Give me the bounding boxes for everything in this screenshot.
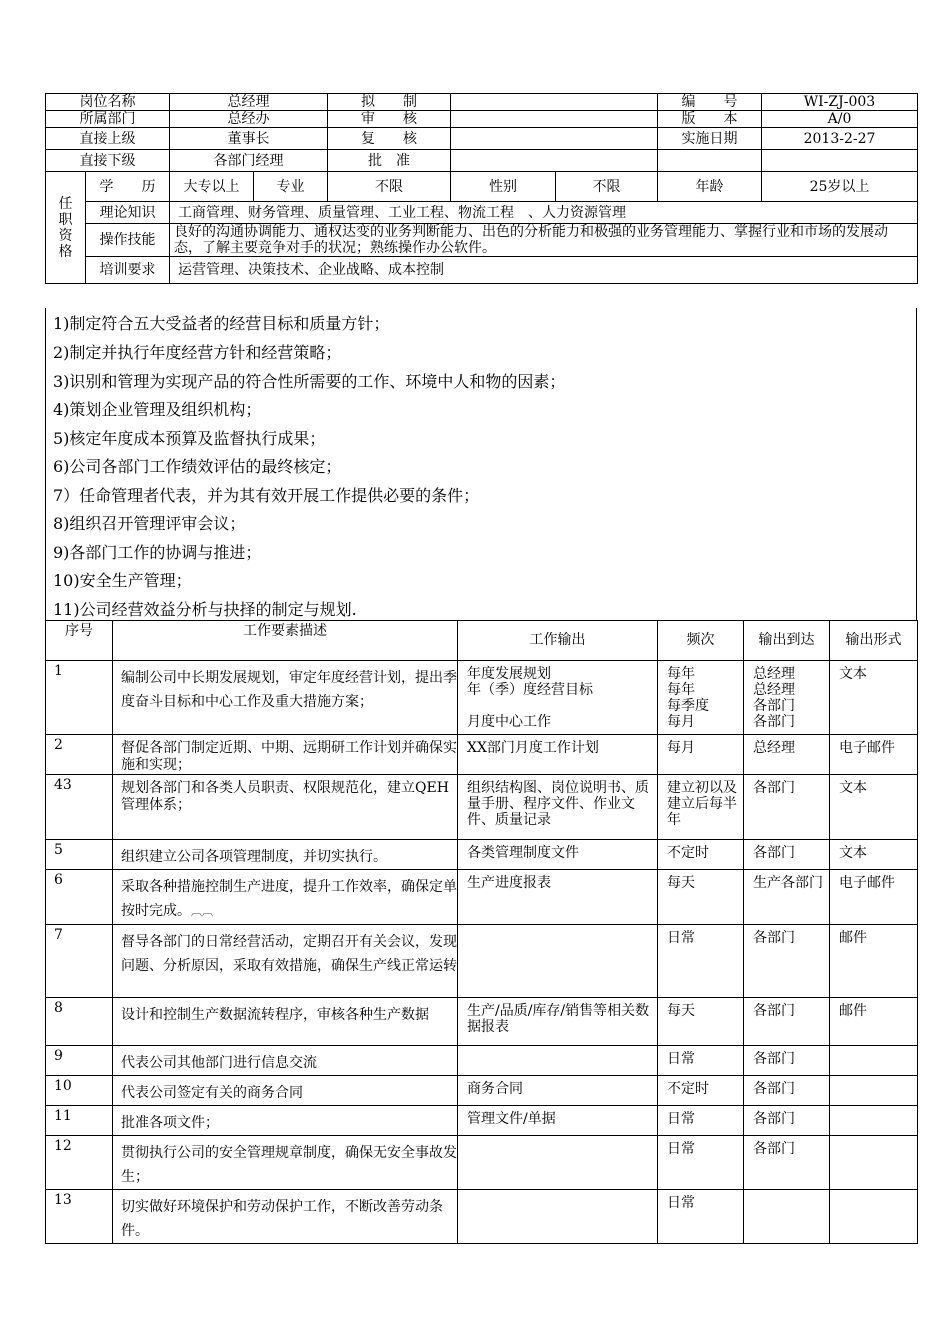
task-number: 5 bbox=[46, 840, 113, 870]
task-output: 管理文件/单据 bbox=[458, 1106, 658, 1136]
checked-label: 复 核 bbox=[328, 128, 451, 150]
responsibility-item: 1)制定符合五大受益者的经营目标和质量方针； bbox=[53, 314, 390, 333]
header-to: 输出到达 bbox=[744, 621, 830, 661]
code-value: WI-ZJ-003 bbox=[762, 94, 918, 111]
task-freq: 日常 bbox=[658, 1106, 744, 1136]
responsibility-item: 10)安全生产管理； bbox=[53, 571, 192, 590]
task-output: 生产/品质/库存/销售等相关数据报表 bbox=[458, 998, 658, 1046]
task-form: 文本 bbox=[830, 775, 918, 840]
major-value: 不限 bbox=[328, 172, 451, 202]
approved-value bbox=[451, 150, 658, 172]
task-description-text: 采取各种措施控制生产进度，提升工作效率，确保定单按时完成。 bbox=[121, 879, 457, 919]
task-output: 年度发展规划 年（季）度经营目标 月度中心工作 bbox=[458, 661, 658, 735]
tasks-table bbox=[45, 620, 918, 1244]
task-to: 各部门 bbox=[744, 840, 830, 870]
task-freq: 每天 bbox=[658, 998, 744, 1046]
superior-value: 董事长 bbox=[170, 128, 328, 150]
task-form: 文本 bbox=[830, 661, 918, 735]
task-freq: 日常 bbox=[658, 1136, 744, 1190]
task-output: 商务合同 bbox=[458, 1076, 658, 1106]
task-output bbox=[458, 1136, 658, 1190]
major-label: 专业 bbox=[254, 172, 328, 202]
responsibility-item: 9)各部门工作的协调与推进； bbox=[53, 543, 262, 562]
task-form bbox=[830, 1106, 918, 1136]
task-number: 6 bbox=[46, 870, 113, 925]
header-output: 工作输出 bbox=[458, 621, 658, 661]
task-description: 督促各部门制定近期、中期、远期研工作计划并确保实施和实现； bbox=[113, 735, 458, 775]
education-label: 学 历 bbox=[86, 172, 170, 202]
subordinate-label: 直接下级 bbox=[46, 150, 170, 172]
annotation-mark: ︹︹ bbox=[191, 905, 213, 918]
responsibility-item: 6)公司各部门工作绩效评估的最终核定； bbox=[53, 457, 342, 476]
task-number: 7 bbox=[46, 925, 113, 998]
table-row bbox=[46, 840, 918, 870]
version-value: A/0 bbox=[762, 111, 918, 128]
task-form: 邮件 bbox=[830, 998, 918, 1046]
task-description: 代表公司其他部门进行信息交流 bbox=[113, 1046, 458, 1076]
empty-cell bbox=[658, 150, 762, 172]
task-form bbox=[830, 1136, 918, 1190]
task-number: 8 bbox=[46, 998, 113, 1046]
task-output bbox=[458, 1046, 658, 1076]
responsibility-item: 11)公司经营效益分析与抉择的制定与规划. bbox=[53, 600, 357, 619]
education-value: 大专以上 bbox=[170, 172, 254, 202]
task-to: 各部门 bbox=[744, 925, 830, 998]
theory-label: 理论知识 bbox=[86, 202, 170, 224]
drafted-value bbox=[451, 94, 658, 111]
table-row bbox=[46, 1076, 918, 1106]
version-label: 版 本 bbox=[658, 111, 762, 128]
task-description: 设计和控制生产数据流转程序，审核各种生产数据 bbox=[113, 998, 458, 1046]
task-number: 13 bbox=[46, 1190, 113, 1244]
header-freq: 频次 bbox=[658, 621, 744, 661]
task-form bbox=[830, 1190, 918, 1244]
responsibility-item: 2)制定并执行年度经营方针和经营策略； bbox=[53, 343, 342, 362]
responsibility-item: 5)核定年度成本预算及监督执行成果； bbox=[53, 429, 326, 448]
table-row bbox=[46, 1190, 918, 1244]
task-freq: 每天 bbox=[658, 870, 744, 925]
responsibility-item: 7）任命管理者代表，并为其有效开展工作提供必要的条件； bbox=[53, 486, 480, 505]
task-freq: 每年 每年 每季度 每月 bbox=[658, 661, 744, 735]
task-description: 组织建立公司各项管理制度，并切实执行。 bbox=[113, 840, 458, 870]
header-desc: 工作要素描述 bbox=[113, 621, 458, 661]
empty-cell bbox=[762, 150, 918, 172]
task-to: 总经理 总经理 各部门 各部门 bbox=[744, 661, 830, 735]
task-number: 10 bbox=[46, 1076, 113, 1106]
header-no: 序号 bbox=[46, 621, 113, 661]
task-output: 各类管理制度文件 bbox=[458, 840, 658, 870]
tasks-body bbox=[46, 661, 918, 1244]
task-form: 邮件 bbox=[830, 925, 918, 998]
drafted-label: 拟 制 bbox=[328, 94, 451, 111]
dept-label: 所属部门 bbox=[46, 111, 170, 128]
task-description bbox=[113, 870, 458, 925]
qualification-title: 任职资格 bbox=[58, 195, 73, 260]
task-freq: 每月 bbox=[658, 735, 744, 775]
task-to: 各部门 bbox=[744, 775, 830, 840]
task-number: 1 bbox=[46, 661, 113, 735]
checked-value bbox=[451, 128, 658, 150]
task-form bbox=[830, 1046, 918, 1076]
task-number: 2 bbox=[46, 735, 113, 775]
reviewed-label: 审 核 bbox=[328, 111, 451, 128]
table-row bbox=[46, 735, 918, 775]
task-description: 批准各项文件； bbox=[113, 1106, 458, 1136]
dept-value: 总经办 bbox=[170, 111, 328, 128]
task-description: 代表公司签定有关的商务合同 bbox=[113, 1076, 458, 1106]
task-number: 9 bbox=[46, 1046, 113, 1076]
age-value: 25岁以上 bbox=[762, 172, 918, 202]
task-to: 总经理 bbox=[744, 735, 830, 775]
table-row bbox=[46, 661, 918, 735]
gender-value: 不限 bbox=[556, 172, 658, 202]
task-freq: 日常 bbox=[658, 1046, 744, 1076]
responsibility-item: 8)组织召开管理评审会议； bbox=[53, 514, 246, 533]
post-name-value: 总经理 bbox=[170, 94, 328, 111]
task-to: 各部门 bbox=[744, 1106, 830, 1136]
table-row bbox=[46, 925, 918, 998]
approved-label: 批 准 bbox=[328, 150, 451, 172]
impl-date-value: 2013-2-27 bbox=[762, 128, 918, 150]
table-row bbox=[46, 870, 918, 925]
task-number: 11 bbox=[46, 1106, 113, 1136]
task-output: 生产进度报表 bbox=[458, 870, 658, 925]
task-description: 督导各部门的日常经营活动，定期召开有关会议，发现问题、分析原因，采取有效措施，确保生产线正常运转 bbox=[113, 925, 458, 998]
responsibility-item: 4)策划企业管理及组织机构； bbox=[53, 400, 262, 419]
task-freq: 不定时 bbox=[658, 840, 744, 870]
task-freq: 日常 bbox=[658, 1190, 744, 1244]
task-form: 电子邮件 bbox=[830, 735, 918, 775]
task-number: 43 bbox=[46, 775, 113, 840]
table-row bbox=[46, 1136, 918, 1190]
subordinate-value: 各部门经理 bbox=[170, 150, 328, 172]
table-row bbox=[46, 775, 918, 840]
task-description: 编制公司中长期发展规划，审定年度经营计划，提出季度奋斗目标和中心工作及重大措施方案； bbox=[113, 661, 458, 735]
code-label: 编 号 bbox=[658, 94, 762, 111]
task-description: 切实做好环境保护和劳动保护工作，不断改善劳动条件。 bbox=[113, 1190, 458, 1244]
table-row bbox=[46, 998, 918, 1046]
task-to: 各部门 bbox=[744, 1076, 830, 1106]
training-label: 培训要求 bbox=[86, 257, 170, 284]
task-freq: 建立初以及建立后每半年 bbox=[658, 775, 744, 840]
reviewed-value bbox=[451, 111, 658, 128]
task-to: 各部门 bbox=[744, 998, 830, 1046]
theory-value: 工商管理、财务管理、质量管理、工业工程、物流工程 、人力资源管理 bbox=[170, 202, 918, 224]
superior-label: 直接上级 bbox=[46, 128, 170, 150]
task-to bbox=[744, 1190, 830, 1244]
task-form: 电子邮件 bbox=[830, 870, 918, 925]
task-output: 组织结构图、岗位说明书、质量手册、程序文件、作业文件、质量记录 bbox=[458, 775, 658, 840]
header-form: 输出形式 bbox=[830, 621, 918, 661]
post-info-table bbox=[45, 93, 918, 284]
task-output: XX部门月度工作计划 bbox=[458, 735, 658, 775]
table-row bbox=[46, 1046, 918, 1076]
task-description: 贯彻执行公司的安全管理规章制度，确保无安全事故发生； bbox=[113, 1136, 458, 1190]
gender-label: 性别 bbox=[451, 172, 556, 202]
impl-date-label: 实施日期 bbox=[658, 128, 762, 150]
age-label: 年龄 bbox=[658, 172, 762, 202]
task-form bbox=[830, 1076, 918, 1106]
skill-value: 良好的沟通协调能力、通权达变的业务判断能力、出色的分析能力和极强的业务管理能力、掌握行业和市场的发展动态，了解主要竞争对手的状况；熟练操作办公软件。 bbox=[170, 224, 918, 257]
task-output bbox=[458, 1190, 658, 1244]
responsibilities-section bbox=[45, 308, 917, 620]
task-number: 12 bbox=[46, 1136, 113, 1190]
responsibility-item: 3)识别和管理为实现产品的符合性所需要的工作、环境中人和物的因素； bbox=[53, 372, 566, 391]
post-name-label: 岗位名称 bbox=[46, 94, 170, 111]
task-description: 规划各部门和各类人员职责、权限规范化，建立QEH管理体系； bbox=[113, 775, 458, 840]
task-form: 文本 bbox=[830, 840, 918, 870]
task-output bbox=[458, 925, 658, 998]
task-to: 生产各部门 bbox=[744, 870, 830, 925]
skill-label: 操作技能 bbox=[86, 224, 170, 257]
task-freq: 日常 bbox=[658, 925, 744, 998]
training-value: 运营管理、决策技术、企业战略、成本控制 bbox=[170, 257, 918, 284]
table-row bbox=[46, 1106, 918, 1136]
task-freq: 不定时 bbox=[658, 1076, 744, 1106]
task-to: 各部门 bbox=[744, 1046, 830, 1076]
task-to: 各部门 bbox=[744, 1136, 830, 1190]
qualification-title-cell bbox=[46, 172, 86, 284]
